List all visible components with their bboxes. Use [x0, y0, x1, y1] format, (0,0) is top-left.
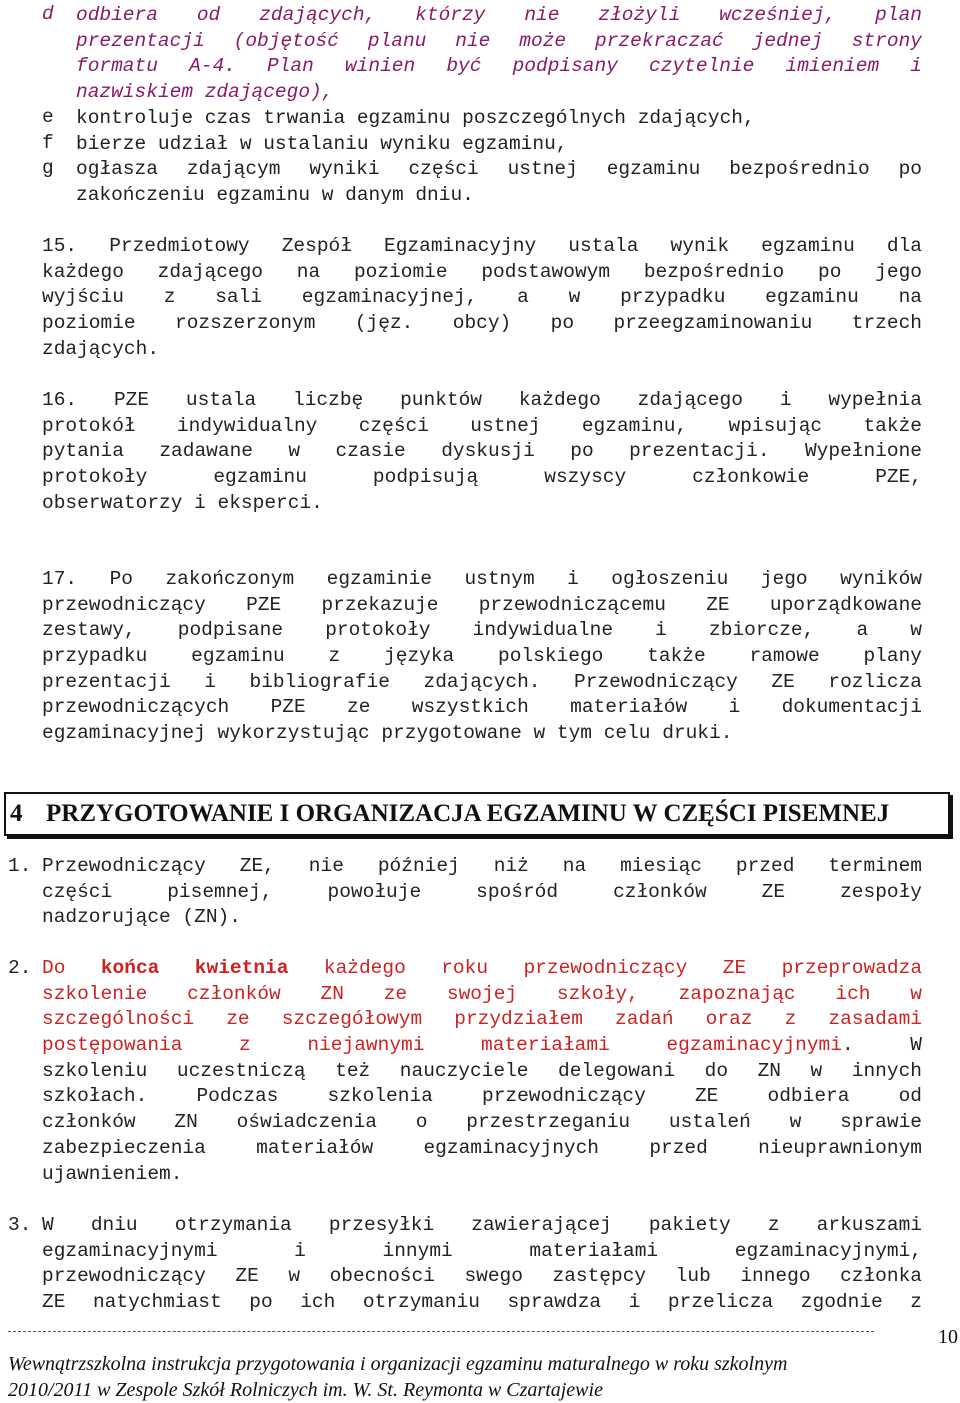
item-number: 3.	[8, 1214, 32, 1236]
list-marker: d	[42, 3, 54, 25]
text-span: każdego roku przewodniczący ZE przeprowadza	[288, 957, 922, 979]
text-line: formatu A-4. Plan winien być podpisany czytelnie imieniem i	[76, 55, 922, 78]
text-line: prezentacji (objętość planu nie może przekraczać jednej strony	[76, 29, 922, 52]
list-marker: e	[42, 106, 54, 128]
text-line: szkolenie członków ZN ze swojej szkoły, zapoznając ich w	[42, 982, 922, 1005]
list-text	[76, 157, 922, 208]
text-line: członków ZN oświadczenia o przestrzeganiu ustaleń w sprawie	[42, 1111, 922, 1134]
footer-line: Wewnątrzszkolna instrukcja przygotowania i organizacji egzaminu maturalnego w roku szkolnym	[8, 1353, 788, 1375]
text-span: postępowania z niejawnymi materiałami egzaminacyjnymi	[42, 1034, 842, 1057]
text-line: egzaminacyjnej wykorzystując przygotowane w tym celu druki.	[42, 722, 733, 745]
text-line: każdego zdającego na poziomie podstawowym bezpośrednio po jego	[42, 260, 922, 283]
text-line: szkołach. Podczas szkolenia przewodniczący ZE odbiera od	[42, 1085, 922, 1108]
text-line: części pisemnej, powołuje spośród członków ZE zespoły	[42, 880, 922, 903]
text-line	[42, 1033, 922, 1059]
text-span: Do	[42, 957, 101, 979]
text-line: zabezpieczenia materiałów egzaminacyjnych przed nieuprawnionym	[42, 1136, 922, 1159]
item-text	[42, 854, 922, 931]
paragraph-17	[42, 567, 922, 747]
item-text	[42, 956, 922, 1187]
item-number: 2.	[8, 957, 32, 979]
text-line: ujawnieniem.	[42, 1162, 183, 1185]
text-line: nadzorujące (ZN).	[42, 906, 241, 929]
text-line: wyjściu z sali egzaminacyjnej, a w przypadku egzaminu na	[42, 286, 922, 309]
list-marker: g	[42, 157, 54, 179]
item-number: 1.	[8, 855, 32, 877]
item-text	[42, 1213, 922, 1316]
text-line: odbiera od zdających, którzy nie złożyli wcześniej, plan	[76, 4, 922, 26]
text-line: 17. Po zakończonym egzaminie ustnym i ogłoszeniu jego wyników	[42, 568, 922, 590]
text-line	[42, 956, 922, 982]
list-marker: f	[42, 132, 54, 154]
paragraph-15	[42, 234, 922, 362]
section-heading	[4, 792, 950, 836]
text-line: przewodniczący PZE przekazuje przewodniczącemu ZE uporządkowane	[42, 593, 922, 616]
list-text: kontroluje czas trwania egzaminu poszczególnych zdających,	[76, 107, 755, 129]
section-title: PRZYGOTOWANIE I ORGANIZACJA EGZAMINU W CZĘŚCI PISEMNEJ	[46, 800, 890, 827]
text-line: przewodniczących PZE ze wszystkich materiałów i dokumentacji	[42, 696, 922, 719]
footer-line: 2010/2011 w Zespole Szkół Rolniczych im. W. St. Reymonta w Czartajewie	[8, 1379, 603, 1401]
paragraph-16	[42, 388, 922, 516]
text-span: . W	[841, 1034, 922, 1057]
text-line: zdających.	[42, 337, 160, 360]
text-line: pytania zadawane w czasie dyskusji po prezentacji. Wypełnione	[42, 440, 922, 463]
text-line: Przewodniczący ZE, nie później niż na miesiąc przed terminem	[42, 855, 922, 877]
text-line: protokół indywidualny części ustnej egzaminu, wpisując także	[42, 414, 922, 437]
text-line: szczególności ze szczegółowym przydziałem zadań oraz z zasadami	[42, 1008, 922, 1031]
text-line: 15. Przedmiotowy Zespół Egzaminacyjny ustala wynik egzaminu dla	[42, 235, 922, 257]
deadline-emphasis: końca kwietnia	[100, 957, 289, 979]
text-line: poziomie rozszerzonym (jęz. obcy) po przeegzaminowaniu trzech	[42, 312, 922, 335]
text-line: protokoły egzaminu podpisują wszyscy członkowie PZE,	[42, 466, 922, 489]
text-line: nazwiskiem zdającego),	[76, 81, 334, 104]
text-line: przewodniczący ZE w obecności swego zastępcy lub innego członka	[42, 1265, 922, 1288]
page-footer	[8, 1351, 908, 1403]
text-line: egzaminacyjnymi i innymi materiałami egzaminacyjnymi,	[42, 1239, 922, 1262]
text-line: 16. PZE ustala liczbę punktów każdego zdającego i wypełnia	[42, 389, 922, 411]
text-line: prezentacji i bibliografie zdających. Przewodniczący ZE rozlicza	[42, 670, 922, 693]
text-line: obserwatorzy i eksperci.	[42, 491, 323, 514]
text-line: ZE natychmiast po ich otrzymaniu sprawdza i przelicza zgodnie z	[42, 1291, 922, 1314]
text-line: zestawy, podpisane protokoły indywidualne i zbiorcze, a w	[42, 619, 922, 642]
text-line: przypadku egzaminu z języka polskiego także ramowe plany	[42, 645, 922, 668]
text-line: szkoleniu uczestniczą też nauczyciele delegowani do ZN w innych	[42, 1059, 922, 1082]
footer-divider	[8, 1331, 874, 1332]
text-line: zakończeniu egzaminu w danym dniu.	[76, 183, 474, 206]
section-number: 4	[10, 800, 23, 827]
list-text: bierze udział w ustalaniu wyniku egzaminu,	[76, 133, 568, 155]
page-number: 10	[938, 1326, 958, 1348]
list-text	[76, 3, 922, 106]
text-line: W dniu otrzymania przesyłki zawierającej pakiety z arkuszami	[42, 1214, 922, 1236]
text-line: ogłasza zdającym wyniki części ustnej egzaminu bezpośrednio po	[76, 158, 922, 180]
